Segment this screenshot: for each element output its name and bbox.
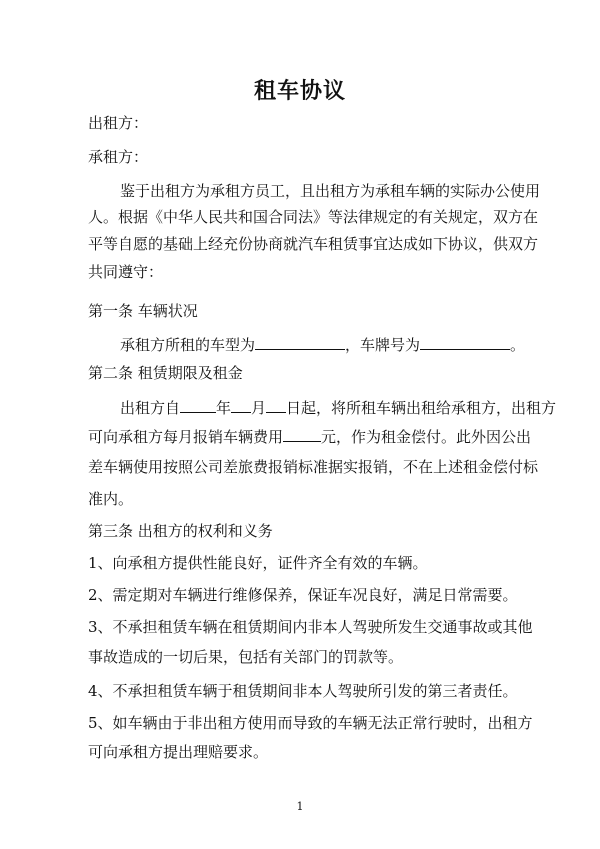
start-day-blank	[266, 398, 286, 413]
monthly-amount-blank	[283, 427, 321, 442]
article2-line: 可向承租方每月报销车辆费用 元，作为租金偿付。此外因公出	[88, 428, 532, 446]
article2-line: 差车辆使用按照公司差旅费报销标准据实报销，不在上述租金偿付标	[88, 458, 539, 476]
start-year-blank	[180, 398, 216, 413]
article2-line: 准内。	[88, 490, 134, 508]
preamble-line: 共同遵守：	[88, 263, 164, 281]
article3-item: 3、不承担租赁车辆在租赁期间内非本人驾驶所发生交通事故或其他	[88, 618, 533, 636]
article2-heading: 第二条 租赁期限及租金	[88, 364, 243, 382]
preamble-line: 平等自愿的基础上经充份协商就汽车租赁事宜达成如下协议，供双方	[88, 235, 539, 253]
lessee-label: 承租方：	[88, 148, 149, 166]
document-title: 租车协议	[253, 78, 346, 104]
article3-item: 可向承租方提出理赔要求。	[88, 743, 269, 761]
article3-item: 1、向承租方提供性能良好，证件齐全有效的车辆。	[88, 554, 428, 572]
article3-heading: 第三条 出租方的权利和义务	[88, 522, 273, 540]
article1-heading: 第一条 车辆状况	[88, 302, 198, 320]
article3-item: 5、如车辆由于非出租方使用而导致的车辆无法正常行驶时，出租方	[88, 714, 533, 732]
page-number: 1	[296, 800, 304, 813]
plate-number-blank	[420, 335, 510, 350]
article3-item: 2、需定期对车辆进行维修保养，保证车况良好，满足日常需要。	[88, 586, 518, 604]
car-model-blank	[255, 335, 345, 350]
preamble-line: 鉴于出租方为承租方员工，且出租方为承租车辆的实际办公使用	[120, 182, 541, 200]
article3-item: 事故造成的一切后果，包括有关部门的罚款等。	[88, 648, 404, 666]
preamble-line: 人。根据《中华人民共和国合同法》等法律规定的有关规定，双方在	[88, 208, 539, 226]
article3-item: 4、不承担租赁车辆于租赁期间非本人驾驶所引发的第三者责任。	[88, 682, 518, 700]
article2-line: 出租方自 年 月 日起，将所租车辆出租给承租方，出租方	[120, 399, 557, 417]
article1-text: 承租方所租的车型为 ，车牌号为 。	[120, 336, 526, 354]
start-month-blank	[231, 398, 251, 413]
lessor-label: 出租方：	[88, 114, 149, 132]
